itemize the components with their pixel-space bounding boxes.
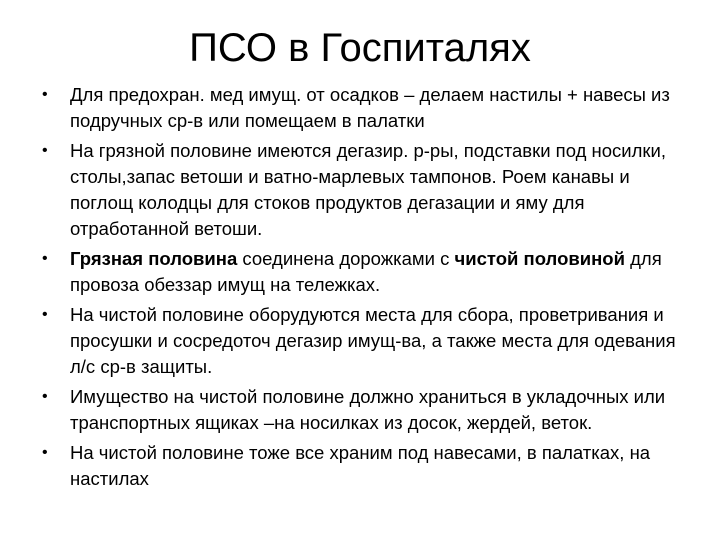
bullet-item: [36, 440, 686, 492]
bullet-segment: Для предохран. мед имущ. от осадков – делаем настилы + навесы из подручных ср-в или помещаем в палатки: [70, 84, 670, 131]
bullet-segment: Имущество на чистой половине должно храниться в укладочных или транспортных ящиках –на носилках из досок, жердей, веток.: [70, 386, 666, 433]
bullet-dot-icon: •: [42, 388, 48, 405]
bullet-list: [36, 82, 686, 496]
bullet-text: [70, 140, 666, 239]
bullet-item: [36, 246, 686, 298]
bullet-dot-icon: •: [42, 86, 48, 103]
bullet-segment: На чистой половине тоже все храним под навесами, в палатках, на настилах: [70, 442, 651, 489]
bullet-segment: На чистой половине оборудуются места для сбора, проветривания и просушки и сосредоточ дегазир имущ-ва, а также места для одевания л/с ср-в защиты.: [70, 304, 676, 377]
bullet-emphasis: чистой половиной: [454, 248, 625, 269]
bullet-item: [36, 82, 686, 134]
bullet-segment: для провоза обеззар имущ на тележках.: [70, 248, 662, 295]
bullet-item: [36, 384, 686, 436]
bullet-dot-icon: •: [42, 250, 48, 267]
bullet-dot-icon: •: [42, 444, 48, 461]
bullet-segment: соединена дорожками с: [237, 248, 455, 269]
bullet-text: [70, 386, 665, 433]
bullet-text: [70, 304, 676, 377]
bullet-text: [70, 84, 670, 131]
bullet-text: [70, 248, 662, 295]
bullet-dot-icon: •: [42, 306, 48, 323]
bullet-dot-icon: •: [42, 142, 48, 159]
bullet-item: [36, 138, 686, 242]
slide-title: ПСО в Госпиталях: [189, 26, 531, 70]
bullet-item: [36, 302, 686, 380]
bullet-emphasis: Грязная половина: [70, 248, 238, 269]
bullet-text: [70, 442, 650, 489]
bullet-segment: На грязной половине имеются дегазир. р-ры, подставки под носилки, столы,запас ветоши и ватно-марлевых тампонов. Роем канавы и поглощ колодцы для стоков продуктов дегазации и яму для отработанной ветоши.: [70, 140, 666, 239]
